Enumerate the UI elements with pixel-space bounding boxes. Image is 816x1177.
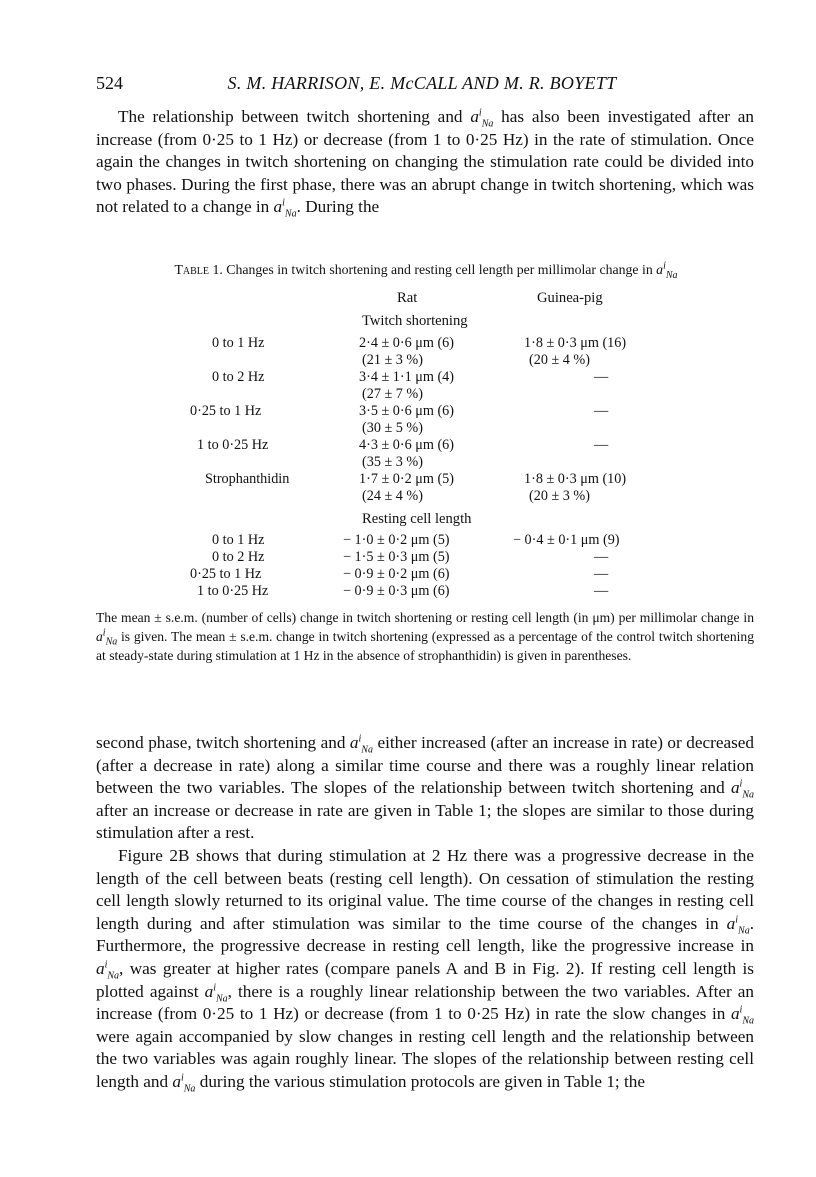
text-run: is given. The mean ± s.e.m. change in twitch shortening (expressed as a percentage of the control twitch shortening at steady-state during stimulation at 1 Hz in the absence of strophanthidin) is given in parentheses. [96,629,754,663]
paragraph-3 [96,845,754,1094]
row-label: 0·25 to 1 Hz [190,566,262,582]
rat-value: 4·3 ± 0·6 μm (6) [359,437,454,453]
text-run: after an increase or decrease in rate are given in Table 1; the slopes are similar to those during stimulation after a rest. [96,800,754,843]
row-label: 0 to 2 Hz [212,549,265,565]
text-run: has also been investigated after an increase (from 0·25 to 1 Hz) or decrease (from 1 to 0·25 Hz) in the rate of stimulation. Once again the changes in twitch shortening on changing the stimulation rate could be divided into two phases. During the first phase, there was an abrupt change in twitch shortening, which was not related to a change in [96,107,754,217]
guinea-pig-value: — [594,437,609,453]
rat-percent: (24 ± 4 %) [362,488,423,504]
guinea-pig-value: — [594,549,609,565]
sodium-activity-symbol: $a^i_{Na}$ [349,733,373,756]
sodium-activity-symbol: $a^i_{Na}$ [726,913,750,937]
caption-text: Changes in twitch shortening and resting cell length per millimolar change in [222,262,657,277]
row-label: Strophanthidin [205,471,290,487]
page-number: 524 [96,73,123,93]
sodium-activity-symbol: $a^i_{Na}$ [96,958,120,982]
rat-percent: (35 ± 3 %) [362,454,423,470]
table-footnote [96,608,754,665]
rat-value: 1·7 ± 0·2 μm (5) [359,471,454,487]
rat-value: − 1·5 ± 0·3 μm (5) [343,549,450,565]
text-run: during the various stimulation protocols are given in Table 1; the [195,1071,645,1091]
page-header [96,73,748,101]
sodium-activity-symbol: $a^i_{Na}$ [730,778,754,801]
rat-percent: (30 ± 5 %) [362,420,423,436]
row-label: 0 to 1 Hz [212,532,265,548]
sodium-activity-symbol: $a^i_{Na}$ [96,627,118,648]
rat-value: − 1·0 ± 0·2 μm (5) [343,532,450,548]
sodium-activity-symbol: $a^i_{Na}$ [730,1004,754,1027]
guinea-pig-percent: (20 ± 3 %) [529,488,590,504]
guinea-pig-value: − 0·4 ± 0·1 μm (9) [513,532,620,548]
rat-value: 3·4 ± 1·1 μm (4) [359,369,454,385]
rat-value: − 0·9 ± 0·3 μm (6) [343,583,450,599]
guinea-pig-value: 1·8 ± 0·3 μm (10) [524,471,627,487]
section-twitch-shortening: Twitch shortening [362,313,468,329]
sodium-activity-symbol: $a^i_{Na}$ [470,107,494,130]
sodium-activity-symbol: $a^i_{Na}$ [172,1071,196,1095]
guinea-pig-value: — [594,583,609,599]
text-run: either increased (after an increase in rate) or decreased (after a decrease in rate) along a similar time course and there was a roughly linear relation between the two variables. The slopes of the relationship between twitch shortening and [96,733,754,798]
rat-percent: (21 ± 3 %) [362,352,423,368]
text-run: . Furthermore, the progressive decrease in resting cell length, like the progressive increase in [96,913,754,956]
running-head: S. M. HARRISON, E. McCALL AND M. R. BOYETT [227,73,617,93]
guinea-pig-value: — [594,403,609,419]
guinea-pig-value: — [594,369,609,385]
text-run: Figure 2B shows that during stimulation at 2 Hz there was a progressive decrease in the length of the cell between beats (resting cell length). On cessation of stimulation the resting cell length slowly returned to its original value. The time course of the changes in resting cell length during and after stimulation was similar to the time course of the changes in [96,846,754,933]
text-run: , was greater at higher rates (compare panels A and B in Fig. 2). If resting cell length is plotted against [96,958,754,1001]
text-run: The relationship between twitch shortening and [118,107,471,126]
paragraph-1 [96,106,754,219]
table-caption [96,260,756,281]
sodium-activity-symbol: $a^i_{Na}$ [204,981,228,1004]
row-label: 1 to 0·25 Hz [197,583,269,599]
row-label: 0·25 to 1 Hz [190,403,262,419]
text-run: second phase, twitch shortening and [96,733,350,752]
sodium-activity-symbol: $a^i_{Na}$ [273,197,297,220]
sodium-activity-symbol: $a^i_{Na}$ [656,260,678,281]
paragraph-2 [96,732,754,845]
column-header-guinea-pig: Guinea-pig [537,290,603,306]
guinea-pig-percent: (20 ± 4 %) [529,352,590,368]
row-label: 1 to 0·25 Hz [197,437,269,453]
rat-value: 3·5 ± 0·6 μm (6) [359,403,454,419]
rat-value: − 0·9 ± 0·2 μm (6) [343,566,450,582]
guinea-pig-value: — [594,566,609,582]
text-run: . During the [296,197,380,217]
row-label: 0 to 1 Hz [212,335,265,351]
text-run: were again accompanied by slow changes in resting cell length and the relationship between the two variables was again roughly linear. The slopes of the relationship between resting cell length and [96,1026,754,1091]
rat-percent: (27 ± 7 %) [362,386,423,402]
guinea-pig-value: 1·8 ± 0·3 μm (16) [524,335,627,351]
section-resting-cell-length: Resting cell length [362,511,472,527]
rat-value: 2·4 ± 0·6 μm (6) [359,335,454,351]
column-header-rat: Rat [397,290,418,306]
text-run: The mean ± s.e.m. (number of cells) change in twitch shortening or resting cell length (in μm) per millimolar change in [96,610,754,625]
text-run: , there is a roughly linear relationship between the two variables. After an increase (from 0·25 to 1 Hz) or decrease (from 1 to 0·25 Hz) in rate the slow changes in [96,981,755,1024]
row-label: 0 to 2 Hz [212,369,265,385]
table-label: Table 1. [174,262,223,277]
